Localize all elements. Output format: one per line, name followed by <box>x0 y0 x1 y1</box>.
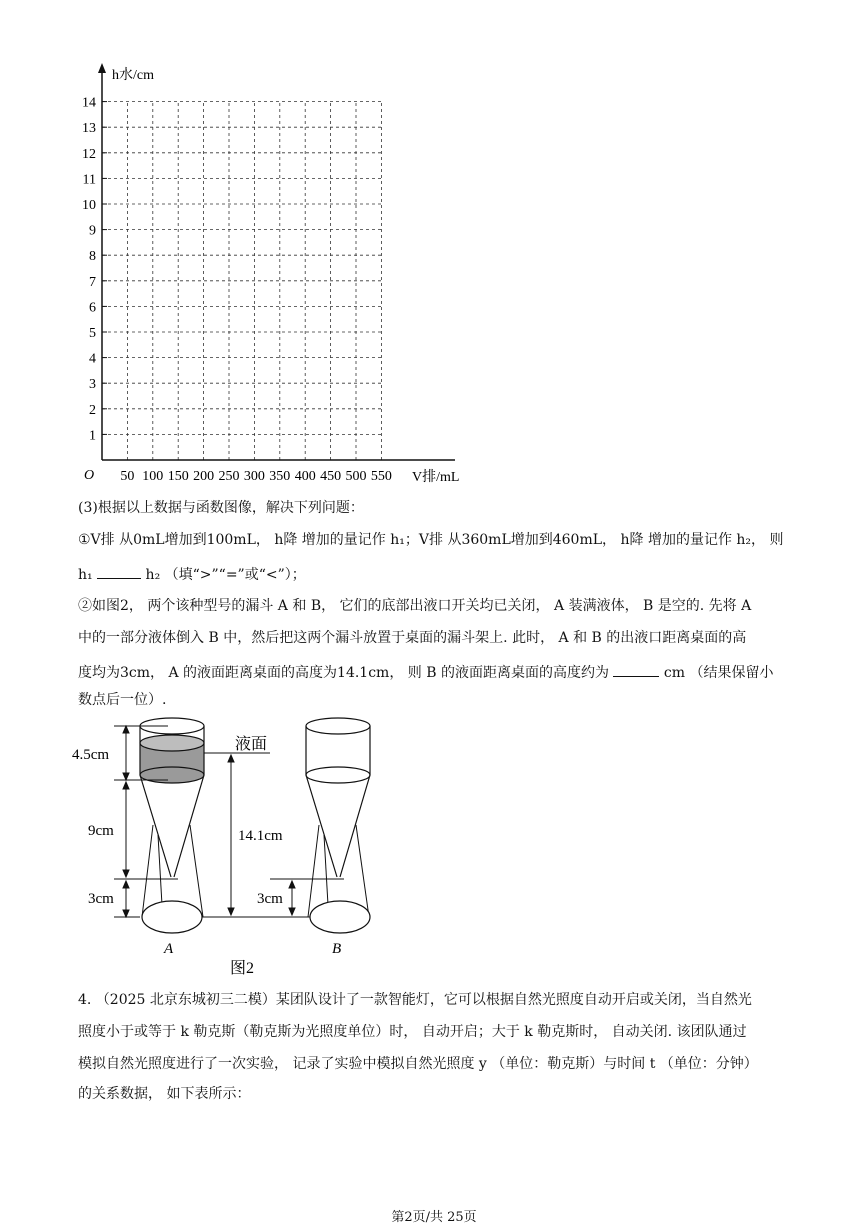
dim-label-4-5cm: 4.5cm <box>72 747 110 763</box>
y-tick-label: 10 <box>82 198 96 213</box>
x-tick-label: 300 <box>243 469 265 484</box>
y-tick-label: 3 <box>89 377 96 393</box>
origin-label: O <box>84 468 95 483</box>
dim-label-3cm-b: 3cm <box>257 891 283 907</box>
axes <box>98 63 455 460</box>
y-tick-label: 14 <box>82 95 96 111</box>
q4-line4: 的关系数据， 如下表所示： <box>78 1086 251 1102</box>
q4-line2: 照度小于或等于 k 勒克斯（勒克斯为光照度单位）时， 自动开启；大于 k 勒克斯时， 自动关闭. 该团队通过 <box>78 1024 747 1040</box>
q3-item2-line1: ②如图2， 两个该种型号的漏斗 A 和 B， 它们的底部出液口开关均已关闭， A 装满液体， B 是空的. 先将 A <box>78 598 752 614</box>
y-tick-label: 9 <box>89 223 96 239</box>
h2-hint: h₂ （填“>”“=”或“<”）； <box>145 567 306 583</box>
figure-caption: 图2 <box>230 960 255 977</box>
q3-item2-line2: 中的一部分液体倒入 B 中，然后把这两个漏斗放置于桌面的漏斗架上. 此时， A 和 B 的出液口距离桌面的高 <box>78 630 747 646</box>
liquid-surface-label: 液面 <box>235 736 268 753</box>
y-axis-arrow <box>98 63 106 73</box>
funnel-b <box>306 718 370 933</box>
q3-item2-line3-tail: cm （结果保留小 <box>663 665 774 681</box>
y-tick-label: 5 <box>89 326 96 341</box>
x-tick-label: 400 <box>294 469 316 484</box>
q3-item1-line2 <box>78 562 306 585</box>
coordinate-grid <box>70 55 470 490</box>
y-axis-label: h水/cm <box>112 68 154 83</box>
y-tick-label: 8 <box>89 249 96 265</box>
x-tick-label: 450 <box>320 469 342 484</box>
y-tick-label: 6 <box>89 300 96 316</box>
label-a: A <box>164 941 174 957</box>
x-tick-label: 350 <box>269 469 291 484</box>
y-tick-label: 7 <box>89 274 96 290</box>
h1-symbol: h₁ <box>78 567 93 583</box>
y-tick-label: 1 <box>89 428 96 444</box>
y-tick-label: 2 <box>89 402 96 418</box>
x-tick-label: 150 <box>167 469 189 484</box>
q3-item2-line3 <box>78 660 773 683</box>
funnel-a <box>140 718 204 933</box>
page-footer: 第2页/共 25页 <box>391 1210 477 1225</box>
x-tick-label: 550 <box>370 469 392 484</box>
x-ticks <box>120 469 392 484</box>
q3-item2-line3-text: 度均为3cm， A 的液面距离桌面的高度为14.1cm， 则 B 的液面距离桌面的高度约为 <box>78 665 609 681</box>
y-tick-label: 11 <box>82 172 96 188</box>
dim-label-3cm-a: 3cm <box>88 891 114 907</box>
x-tick-label: 200 <box>193 469 215 484</box>
grid-lines <box>102 102 382 460</box>
q4-line1: 4. （2025 北京东城初三二模）某团队设计了一款智能灯，它可以根据自然光照度自动开启或关闭，当自然光 <box>78 992 752 1008</box>
answer-blank-2[interactable] <box>613 660 659 677</box>
q3-intro: (3)根据以上数据与函数图像，解决下列问题： <box>78 500 364 516</box>
answer-blank-1[interactable] <box>97 562 141 579</box>
dim-label-9cm: 9cm <box>88 823 114 839</box>
x-tick-label: 500 <box>345 469 367 484</box>
x-tick-label: 100 <box>142 469 164 484</box>
x-tick-label: 50 <box>120 469 135 484</box>
dim-label-14-1cm: 14.1cm <box>238 828 283 844</box>
x-tick-label: 250 <box>218 469 240 484</box>
figure-2-funnels <box>70 705 400 985</box>
y-tick-label: 13 <box>82 121 96 137</box>
label-b: B <box>332 941 342 957</box>
y-tick-label: 4 <box>89 351 96 367</box>
y-ticks <box>82 96 107 444</box>
q3-item1-line1: ①V排 从0mL增加到100mL， h降 增加的量记作 h₁；V排 从360mL增加到460mL， h降 增加的量记作 h₂， 则 <box>78 532 784 548</box>
x-axis-label: V排/mL <box>412 470 460 485</box>
q4-line3: 模拟自然光照度进行了一次实验， 记录了实验中模拟自然光照度 y （单位：勒克斯）与时间 t （单位：分钟） <box>78 1056 758 1072</box>
y-tick-label: 12 <box>82 146 96 162</box>
q3-item2-line4: 数点后一位）. <box>78 692 167 708</box>
